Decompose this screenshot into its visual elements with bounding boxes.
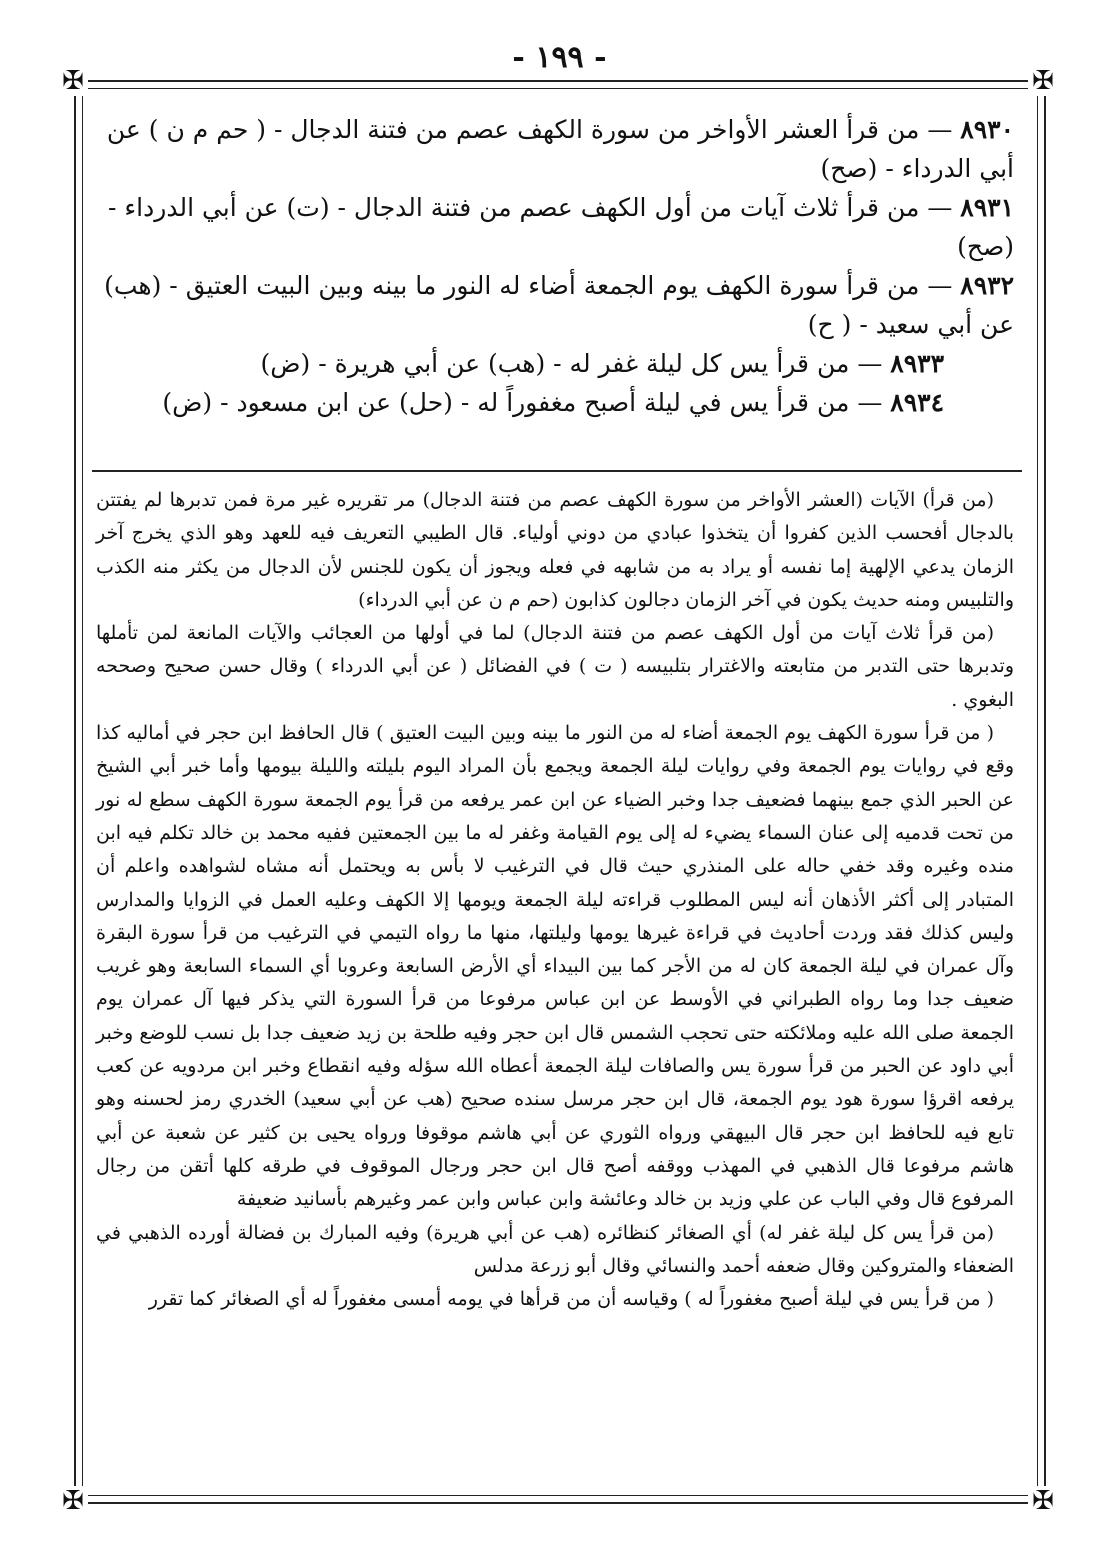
corner-ornament-icon: ✠	[1028, 66, 1058, 96]
commentary-section	[96, 484, 1014, 1316]
commentary-paragraph: ( من قرأ سورة الكهف يوم الجمعة أضاء له من النور ما بينه وبين البيت العتيق ) قال الحافظ ابن حجر في أماليه كذا وقع في روايات يوم الجمعة وفي روايات ليلة الجمعة ويجمع بأن المراد اليوم بليلته والليلة بيومها وأما خبر أبي الشيخ عن الحبر الذي جمع بينهما فضعيف جدا وخبر الضياء عن ابن عمر يرفعه من قرأ يوم الجمعة سورة الكهف سطع له نور من تحت قدميه إلى عنان السماء يضيء له إلى يوم القيامة وغفر له ما بين الجمعتين ففيه محمد بن خالد تكلم فيه ابن منده وغيره وقد خفي حاله على المنذري حيث قال في الترغيب لا بأس به ويحتمل أنه مشاه لشواهده واعلم أن المتبادر إلى أكثر الأذهان أنه ليس المطلوب قراءته ليلة الجمعة ويومها إلا الكهف وعليه العمل في الزوايا والمدارس وليس كذلك فقد وردت أحاديث في قراءة غيرها يومها وليلتها، منها ما رواه التيمي في الترغيب من قرأ سورة البقرة وآل عمران في ليلة الجمعة كان له من الأجر كما بين البيداء أي الأرض السابعة وعروبا أي السماء السابعة وهو غريب ضعيف جدا وما رواه الطبراني في الأوسط عن ابن عباس مرفوعا من قرأ السورة التي يذكر فيها آل عمران يوم الجمعة صلى الله عليه وملائكته حتى تحجب الشمس قال ابن حجر وفيه طلحة بن زيد ضعيف جدا بل نسب للوضع وخبر أبي داود عن الحبر من قرأ سورة يس والصافات ليلة الجمعة أعطاه الله سؤله وفيه انقطاع وخبر ابن مردويه عن كعب يرفعه اقرؤا سورة هود يوم الجمعة، قال ابن حجر مرسل سنده صحيح (هب عن أبي سعيد) الخدري رمز لحسنه وهو تابع فيه للحافظ ابن حجر قال البيهقي ورواه الثوري عن أبي هاشم موقوفا ورواه يحيى بن كثير عن شعبة عن أبي هاشم مرفوعا قال الذهبي في المهذب ووقفه أصح قال ابن حجر ورجال الموقوف في طرقه كلها أتقن من رجال المرفوع قال وفي الباب عن علي وزيد بن خالد وعائشة وابن عباس وابن عمر وغيرهم بأسانيد ضعيفة	[96, 722, 1014, 1211]
hadith-text: من قرأ العشر الأواخر من سورة الكهف عصم من فتنة الدجال - ( حم م ن ) عن أبي الدرداء - (صح)	[106, 115, 1014, 183]
corner-ornament-icon: ✠	[58, 66, 88, 96]
hadith-8930: ٨٩٣٠ — من قرأ العشر الأواخر من سورة الكهف عصم من فتنة الدجال - ( حم م ن ) عن أبي الدرداء - (صح)	[106, 115, 1014, 183]
corner-ornament-icon: ✠	[58, 1486, 88, 1516]
hadith-number: ٨٩٣٤	[890, 388, 944, 417]
hadith-text: من قرأ سورة الكهف يوم الجمعة أضاء له النور ما بينه وبين البيت العتيق - (هب) عن أبي سعيد - ( ح)	[104, 271, 1014, 339]
hadith-number: ٨٩٣١	[960, 193, 1014, 222]
hadith-list	[96, 110, 1014, 422]
corner-ornament-icon: ✠	[1028, 1486, 1058, 1516]
commentary-paragraph: (من قرأ ثلاث آيات من أول الكهف عصم من فتنة الدجال) لما في أولها من العجائب والآيات المانعة لمن تأملها وتدبرها حتى التدبر من متابعته والاغترار بتلبيسه ( ت ) في الفضائل ( عن أبي الدرداء ) وقال حسن صحيح وصححه البغوي .	[96, 622, 1014, 711]
hadith-text: من قرأ يس كل ليلة غفر له - (هب) عن أبي هريرة - (ض)	[260, 349, 850, 378]
hadith-number: ٨٩٣٢	[960, 271, 1014, 300]
hadith-8932: ٨٩٣٢ — من قرأ سورة الكهف يوم الجمعة أضاء له النور ما بينه وبين البيت العتيق - (هب) عن أبي سعيد - ( ح)	[104, 271, 1014, 339]
hadith-8931: ٨٩٣١ — من قرأ ثلاث آيات من أول الكهف عصم من فتنة الدجال - (ت) عن أبي الدرداء - (صح)	[108, 193, 1014, 261]
section-divider	[92, 470, 1022, 472]
commentary-paragraph: (من قرأ) الآيات (العشر الأواخر من سورة الكهف عصم من فتنة الدجال) مر تقريره غير مرة فمن تدبرها لم يفتتن بالدجال أفحسب الذين كفروا أن يتخذوا عبادي من دوني أولياء. قال الطيبي التعريف فيه للعهد وهو الذي يخرج آخر الزمان يدعي الإلهية إما نفسه أو يراد به من شابهه في فعله ويجوز أن يكون للجنس لأن الدجال من يكثر منه الكذب والتلبيس ومنه حديث يكون في آخر الزمان دجالون كذابون (حم م ن عن أبي الدرداء)	[96, 489, 1014, 611]
hadith-8933: ٨٩٣٣ — من قرأ يس كل ليلة غفر له - (هب) عن أبي هريرة - (ض)	[260, 349, 944, 378]
hadith-8934: ٨٩٣٤ — من قرأ يس في ليلة أصبح مغفوراً له - (حل) عن ابن مسعود - (ض)	[162, 388, 944, 417]
commentary-paragraph: (من قرأ يس كل ليلة غفر له) أي الصغائر كنظائره (هب عن أبي هريرة) وفيه المبارك بن فضالة أورده الذهبي في الضعفاء والمتروكين وقال ضعفه أحمد والنسائي وقال أبو زرعة مدلس	[96, 1221, 1014, 1277]
commentary-paragraph: ( من قرأ يس في ليلة أصبح مغفوراً له ) وقياسه أن من قرأها في يومه أمسى مغفوراً له أي الصغائر كما تقرر	[148, 1288, 994, 1311]
page-number: - ١٩٩ -	[512, 40, 607, 75]
hadith-number: ٨٩٣٠	[960, 115, 1014, 144]
hadith-number: ٨٩٣٣	[890, 349, 944, 378]
hadith-text: من قرأ يس في ليلة أصبح مغفوراً له - (حل) عن ابن مسعود - (ض)	[162, 388, 850, 417]
hadith-text: من قرأ ثلاث آيات من أول الكهف عصم من فتنة الدجال - (ت) عن أبي الدرداء - (صح)	[108, 193, 1014, 261]
